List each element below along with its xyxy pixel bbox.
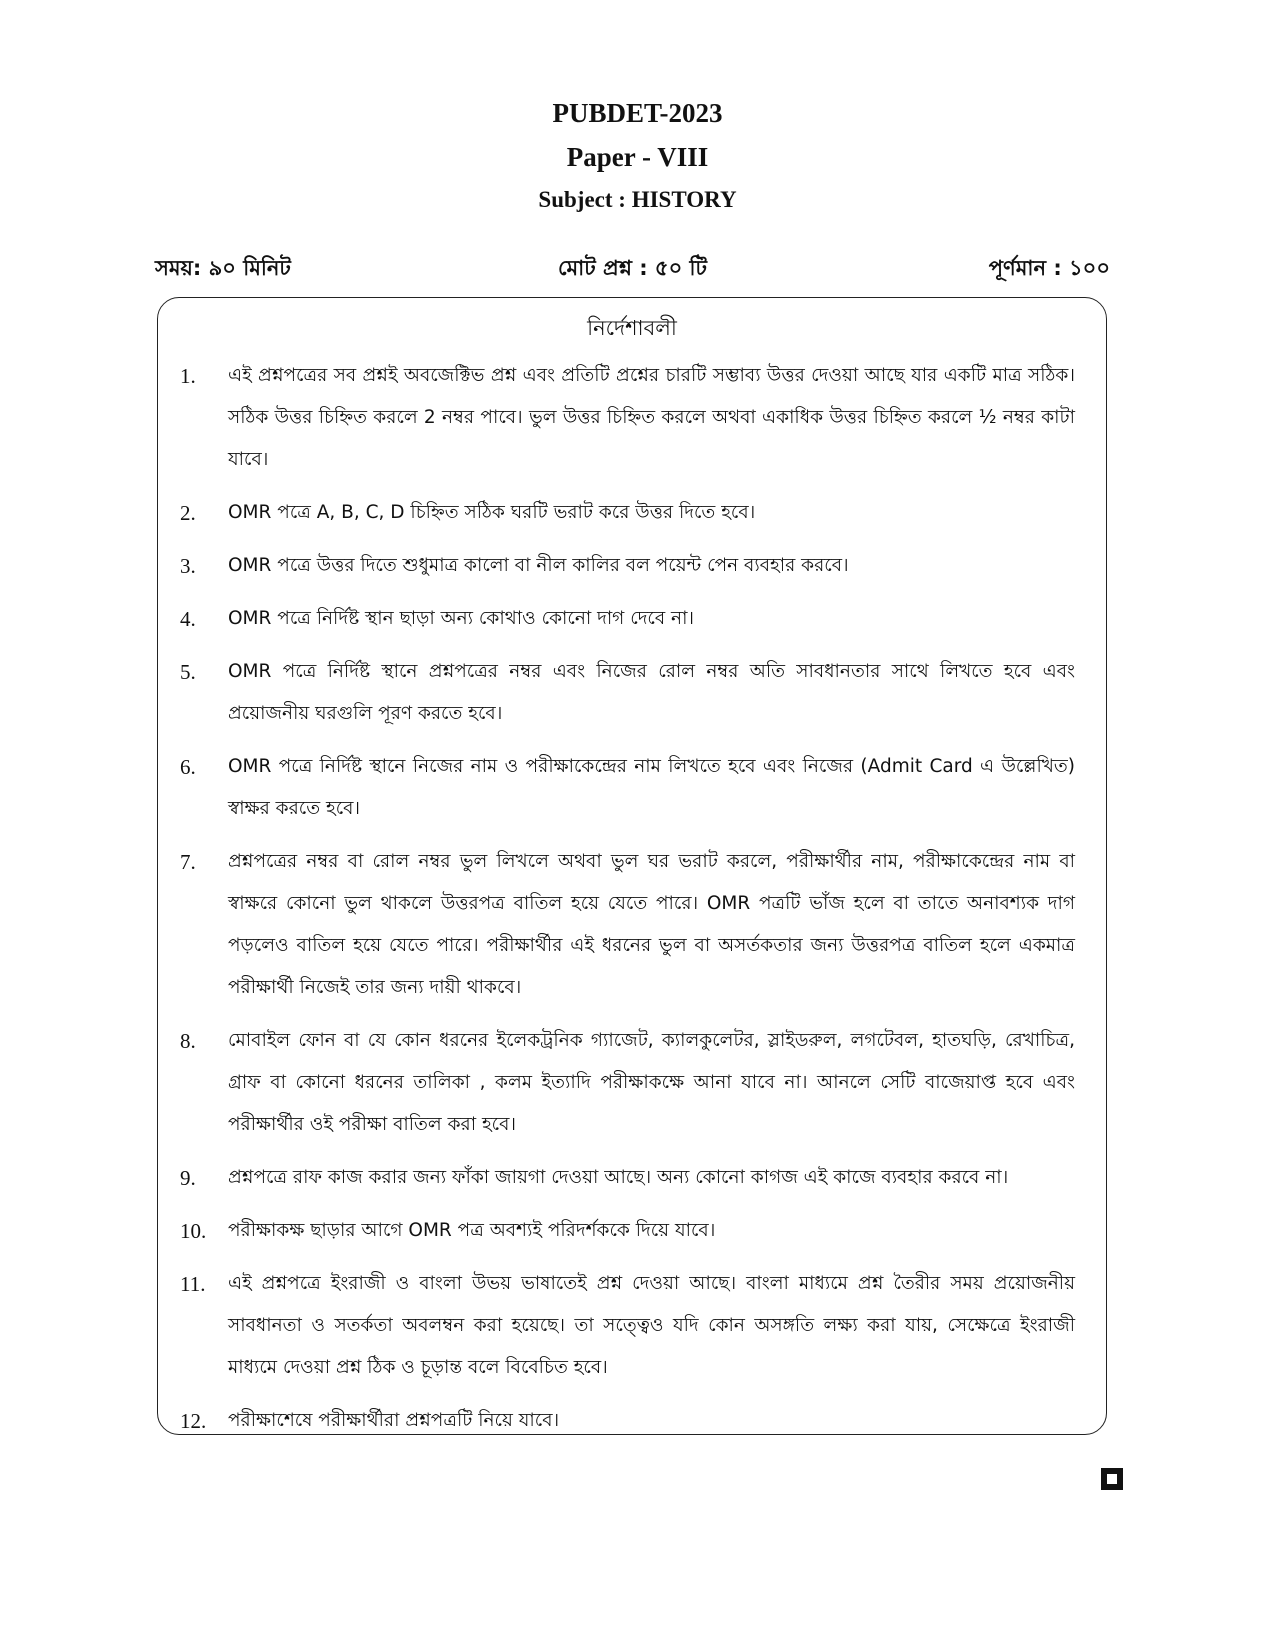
exam-meta-row [155,252,1110,286]
instruction-text: এই প্রশ্নপত্রের সব প্রশ্নই অবজেক্টিভ প্রশ্ন এবং প্রতিটি প্রশ্নের চারটি সম্ভাব্য উত্তর দেওয়া আছে যার একটি মাত্র সঠিক। সঠিক উত্তর চিহ্নিত করলে 2 নম্বর পাবে। ভুল উত্তর চিহ্নিত করলে অথবা একাধিক উত্তর চিহ্নিত করলে ½ নম্বর কাটা যাবে। [228,365,1075,470]
instruction-item [180,1020,1075,1146]
instructions-box [157,297,1107,1435]
instruction-number: 8. [180,1029,196,1053]
instruction-number: 5. [180,660,196,684]
paper-number: Paper - VIII [566,142,709,172]
instruction-number: 2. [180,501,196,525]
instruction-item [180,355,1075,481]
exam-code: PUBDET-2023 [552,98,723,128]
instruction-item [180,1263,1075,1389]
instruction-item [180,841,1075,1009]
instruction-text: OMR পত্রে নির্দিষ্ট স্থানে প্রশ্নপত্রের নম্বর এবং নিজের রোল নম্বর অতি সাবধানতার সাথে লিখতে হবে এবং প্রয়োজনীয় ঘরগুলি পূরণ করতে হবে। [228,661,1075,724]
instruction-text: প্রশ্নপত্রের নম্বর বা রোল নম্বর ভুল লিখলে অথবা ভুল ঘর ভরাট করলে, পরীক্ষার্থীর নাম, পরীক্ষাকেন্দ্রের নাম বা স্বাক্ষরে কোনো ভুল থাকলে উত্তরপত্র বাতিল হয়ে যেতে পারে। OMR পত্রটি ভাঁজ হলে বা তাতে অনাবশ্যক দাগ পড়লেও বাতিল হয়ে যেতে পারে। পরীক্ষার্থীর এই ধরনের ভুল বা অসর্তকতার জন্য উত্তরপত্র বাতিল হলে একমাত্র পরীক্ষার্থী নিজেই তার জন্য দায়ী থাকবে। [228,851,1075,998]
instruction-text: OMR পত্রে A, B, C, D চিহ্নিত সঠিক ঘরটি ভরাট করে উত্তর দিতে হবে। [228,502,756,523]
instruction-text: প্রশ্নপত্রে রাফ কাজ করার জন্য ফাঁকা জায়গা দেওয়া আছে। অন্য কোনো কাগজ এই কাজে ব্যবহার করবে না। [228,1167,1009,1188]
exam-time: সময়: ৯০ মিনিট [155,256,291,280]
instruction-item [180,545,1075,587]
instruction-number: 11. [180,1272,206,1296]
instruction-item [180,651,1075,735]
instruction-text: মোবাইল ফোন বা যে কোন ধরনের ইলেকট্রনিক গ্যাজেট, ক্যালকুলেটর, স্লাইডরুল, লগটেবল, হাতঘড়ি, রেখাচিত্র, গ্রাফ বা কোনো ধরনের তালিকা , কলম ইত্যাদি পরীক্ষাকক্ষে আনা যাবে না। আনলে সেটি বাজেয়াপ্ত হবে এবং পরীক্ষার্থীর ওই পরীক্ষা বাতিল করা হবে। [228,1030,1075,1135]
full-marks: পূর্ণমান : ১০০ [988,256,1110,280]
instruction-number: 9. [180,1166,196,1190]
subject-title: Subject : HISTORY [538,187,737,212]
instruction-number: 1. [180,364,196,388]
instruction-item [180,746,1075,830]
instruction-number: 7. [180,850,196,874]
instructions-title: নির্দেশাবলী [587,316,677,340]
instruction-text: এই প্রশ্নপত্রে ইংরাজী ও বাংলা উভয় ভাষাতেই প্রশ্ন দেওয়া আছে। বাংলা মাধ্যমে প্রশ্ন তৈরীর সময় প্রয়োজনীয় সাবধানতা ও সতর্কতা অবলম্বন করা হয়েছে। তা সত্ত্বেও যদি কোন অসঙ্গতি লক্ষ্য করা যায়, সেক্ষেত্রে ইংরাজী মাধ্যমে দেওয়া প্রশ্ন ঠিক ও চূড়ান্ত বলে বিবেচিত হবে। [228,1273,1075,1378]
instruction-item [180,1157,1075,1199]
instruction-item [180,492,1075,534]
instruction-item [180,1210,1075,1252]
instruction-number: 3. [180,554,196,578]
instruction-number: 10. [180,1219,207,1243]
instruction-text: OMR পত্রে নির্দিষ্ট স্থানে নিজের নাম ও পরীক্ষাকেন্দ্রের নাম লিখতে হবে এবং নিজের (Admit Card এ উল্লেখিত) স্বাক্ষর করতে হবে। [228,756,1075,819]
instruction-list [180,355,1075,1453]
instruction-text: পরীক্ষাকক্ষ ছাড়ার আগে OMR পত্র অবশ্যই পরিদর্শককে দিয়ে যাবে। [228,1220,716,1241]
instruction-text: পরীক্ষাশেষে পরীক্ষার্থীরা প্রশ্নপত্রটি নিয়ে যাবে। [228,1410,560,1431]
instruction-text: OMR পত্রে নির্দিষ্ট স্থান ছাড়া অন্য কোথাও কোনো দাগ দেবে না। [228,608,695,629]
instruction-number: 4. [180,607,196,631]
instruction-item [180,598,1075,640]
instruction-item [180,1400,1075,1442]
instruction-text: OMR পত্রে উত্তর দিতে শুধুমাত্র কালো বা নীল কালির বল পয়েন্ট পেন ব্যবহার করবে। [228,555,849,576]
registration-mark-icon [1101,1468,1123,1490]
instruction-number: 6. [180,755,196,779]
instruction-number: 12. [180,1409,207,1433]
total-questions: মোট প্রশ্ন : ৫০ টি [558,256,707,280]
